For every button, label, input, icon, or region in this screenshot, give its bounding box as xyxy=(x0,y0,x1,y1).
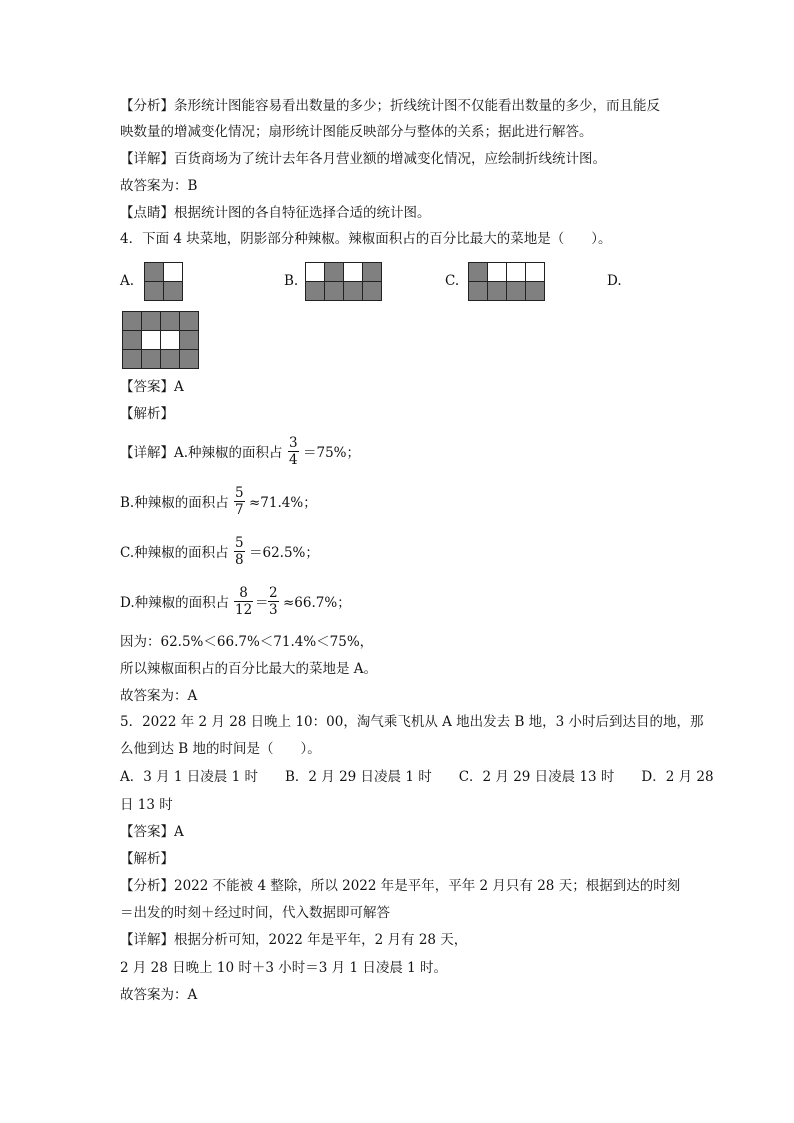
blank-cell xyxy=(343,262,363,282)
q4-detail-a-suffix: ＝75%； xyxy=(303,445,361,461)
fraction-denominator: 12 xyxy=(235,602,253,618)
q4-detail-b-prefix: B.种辣椒的面积占 xyxy=(120,495,229,511)
analysis-line-1: 【分析】条形统计图能容易看出数量的多少；折线统计图不仅能看出数量的多少，而且能反 xyxy=(120,98,660,114)
fraction-denominator: 7 xyxy=(235,502,244,518)
q5-final: 故答案为：A xyxy=(120,987,198,1003)
q4-option-c-label: C. xyxy=(445,273,460,289)
q5-analysis-line-1: 【分析】2022 不能被 4 整除，所以 2022 年是平年，平年 2 月只有 28 天；根据到达的时刻 xyxy=(120,878,681,894)
shaded-cell xyxy=(144,281,164,301)
shaded-cell xyxy=(122,311,142,331)
analysis-line-2: 映数量的增减变化情况；扇形统计图能反映部分与整体的关系；据此进行解答。 xyxy=(120,124,593,140)
q5-analysis-tag: 【解析】 xyxy=(120,851,174,867)
q5-stem-line-2: 么他到达 B 地的时间是（ ）。 xyxy=(120,741,321,757)
q5-stem-line-1: 5．2022 年 2 月 28 日晚上 10：00，淘气乘飞机从 A 地出发去 B 地，3 小时后到达目的地，那 xyxy=(120,714,704,730)
q4-detail-d-mid: ＝ xyxy=(255,595,269,611)
q4-option-a-label: A. xyxy=(120,273,135,289)
detail-line: 【详解】百货商场为了统计去年各月营业额的增减变化情况，应绘制折线统计图。 xyxy=(120,151,606,167)
q4-answer-tag: 【答案】A xyxy=(120,379,184,395)
q5-detail-line-1: 【详解】根据分析可知，2022 年是平年，2 月有 28 天， xyxy=(120,932,468,948)
blank-cell xyxy=(525,262,545,282)
shaded-cell xyxy=(141,349,161,369)
shaded-cell xyxy=(305,281,325,301)
shaded-cell xyxy=(179,349,199,369)
q4-analysis-tag: 【解析】 xyxy=(120,406,174,422)
q4-fraction-c xyxy=(234,535,245,568)
q5-options-line-2: 日 13 时 xyxy=(120,797,173,813)
shaded-cell xyxy=(487,281,507,301)
shaded-cell xyxy=(468,262,488,282)
answer-line: 故答案为：B xyxy=(120,178,198,194)
fraction-denominator: 4 xyxy=(289,452,298,468)
q4-detail-d-suffix: ≈66.7%； xyxy=(283,595,351,611)
fraction-numerator: 5 xyxy=(235,535,244,551)
q4-fraction-a xyxy=(288,435,299,468)
shaded-cell xyxy=(160,349,180,369)
blank-cell xyxy=(163,262,183,282)
q5-answer-tag: 【答案】A xyxy=(120,824,184,840)
q4-final: 故答案为：A xyxy=(120,688,198,704)
shaded-cell xyxy=(144,262,164,282)
shaded-cell xyxy=(122,330,142,350)
blank-cell xyxy=(506,262,526,282)
q4-detail-c-suffix: ＝62.5%； xyxy=(249,545,319,561)
shaded-cell xyxy=(525,281,545,301)
shaded-cell xyxy=(324,281,344,301)
q4-option-d-figure xyxy=(122,311,198,368)
shaded-cell xyxy=(141,311,161,331)
shaded-cell xyxy=(179,311,199,331)
q4-because: 因为：62.5%＜66.7%＜71.4%＜75%， xyxy=(120,634,374,650)
q4-fraction-b xyxy=(234,485,245,518)
q5-detail-line-2: 2 月 28 日晚上 10 时＋3 小时＝3 月 1 日凌晨 1 时。 xyxy=(120,960,448,976)
fraction-numerator: 2 xyxy=(269,585,278,601)
q4-option-c-figure xyxy=(468,262,544,300)
shaded-cell xyxy=(160,311,180,331)
q4-option-d-label: D. xyxy=(607,273,622,289)
fraction-denominator: 3 xyxy=(269,602,278,618)
shaded-cell xyxy=(324,262,344,282)
q4-fraction-d2 xyxy=(268,585,279,618)
q4-so: 所以辣椒面积占的百分比最大的菜地是 A。 xyxy=(120,661,378,677)
q5-analysis-line-2: ＝出发的时刻＋经过时间，代入数据即可解答 xyxy=(120,905,390,921)
shaded-cell xyxy=(163,281,183,301)
q4-detail-a-prefix: 【详解】A.种辣椒的面积占 xyxy=(120,445,283,461)
shaded-cell xyxy=(179,330,199,350)
q4-option-b-label: B. xyxy=(284,273,299,289)
shaded-cell xyxy=(362,281,382,301)
shaded-cell xyxy=(122,349,142,369)
q4-detail-b-suffix: ≈71.4%； xyxy=(249,495,317,511)
comment-line: 【点睛】根据统计图的各自特征选择合适的统计图。 xyxy=(120,205,431,221)
shaded-cell xyxy=(362,262,382,282)
blank-cell xyxy=(160,330,180,350)
blank-cell xyxy=(487,262,507,282)
q4-detail-c-prefix: C.种辣椒的面积占 xyxy=(120,545,229,561)
shaded-cell xyxy=(343,281,363,301)
q4-detail-d-prefix: D.种辣椒的面积占 xyxy=(120,595,230,611)
shaded-cell xyxy=(468,281,488,301)
q4-fraction-d1 xyxy=(234,585,253,618)
fraction-denominator: 8 xyxy=(235,552,244,568)
shaded-cell xyxy=(506,281,526,301)
q4-option-b-figure xyxy=(305,262,381,300)
fraction-numerator: 5 xyxy=(235,485,244,501)
q4-option-a-figure xyxy=(144,262,182,300)
fraction-numerator: 8 xyxy=(234,585,253,602)
blank-cell xyxy=(141,330,161,350)
q5-options-line-1: A．3 月 1 日凌晨 1 时 B．2 月 29 日凌晨 1 时 C．2 月 29 日凌晨 13 时 D．2 月 28 xyxy=(120,769,714,785)
fraction-numerator: 3 xyxy=(289,435,298,451)
q4-stem: 4．下面 4 块菜地，阴影部分种辣椒。辣椒面积占的百分比最大的菜地是（ ）。 xyxy=(120,231,612,247)
blank-cell xyxy=(305,262,325,282)
